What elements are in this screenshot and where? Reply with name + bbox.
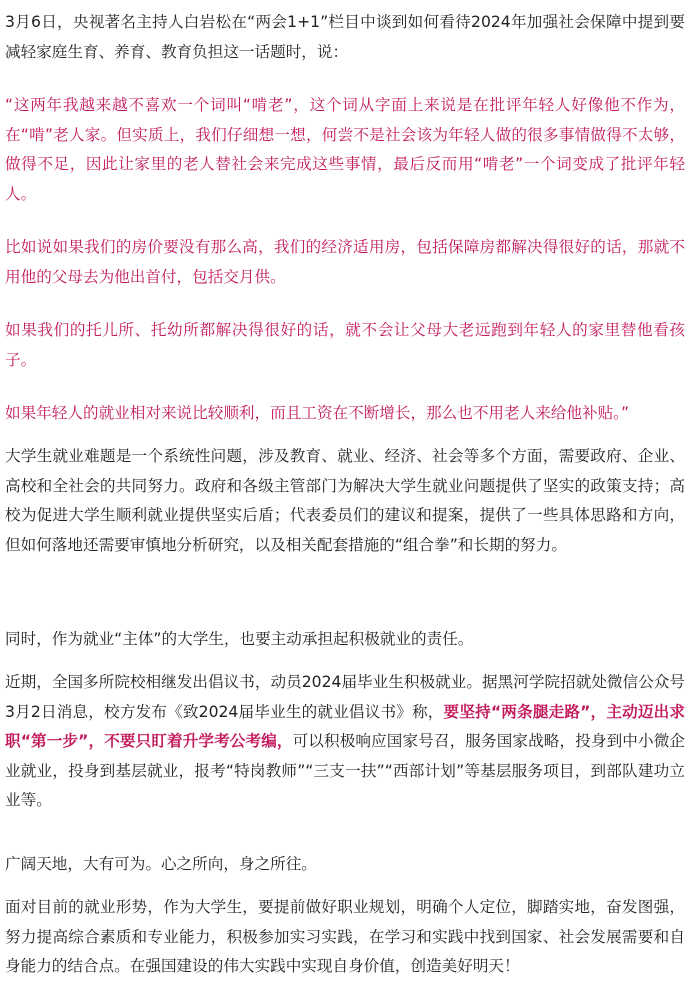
paragraph-employment-problem: 大学生就业难题是一个系统性问题，涉及教育、就业、经济、社会等多个方面，需要政府、企业、高校和全社会的共同努力。政府和各级主管部门为解决大学生就业问题提供了坚实的政策支持；高校为促进大学生顺利就业提供坚实后盾；代表委员们的建议和提案，提供了一些具体思路和方向，但如何落地还需要审慎地分析研究，以及相关配套措施的“组合拳”和长期的努力。: [5, 447, 685, 554]
paragraph-quote-3: 如果我们的托儿所、托幼所都解决得很好的话，就不会让父母大老远跑到年轻人的家里替他看孩子。: [5, 321, 685, 369]
initiative-emphasis: 要坚持“两条腿走路”，主动迈出求职“第一步”，不要只盯着升学考公考编，: [5, 702, 686, 750]
initiative-text-start: 近期，全国多所院校相继发出倡议书，动员2024届毕业生积极就业。据黑河学院招就处微信公众号3月2日消息，校方发布《致2024届毕业生的就业倡议书》称，: [5, 673, 685, 721]
paragraph-quote-4: 如果年轻人的就业相对来说比较顺利，而且工资在不断增长，那么也不用老人来给他补贴。”: [5, 404, 630, 422]
paragraph-intro: 3月6日，央视著名主持人白岩松在“两会1+1”栏目中谈到如何看待2024年加强社会保障中提到要减轻家庭生育、养育、教育负担这一话题时，说：: [5, 13, 685, 61]
paragraph-quote-1: “这两年我越来越不喜欢一个词叫“啃老”，这个词从字面上来说是在批评年轻人好像他不作为，在“啃”老人家。但实质上，我们仔细想一想，何尝不是社会该为年轻人做的很多事情做得不太够，做得不足，因此让家里的老人替社会来完成这些事情，最后反而用“啃老”一个词变成了批评年轻人。: [5, 96, 685, 203]
initiative-text-end: 可以积极响应国家号召，服务国家战略，投身到中小微企业就业，投身到基层就业，报考“特岗教师”“三支一扶”“西部计划”等基层服务项目，到部队建功立业等。: [5, 732, 685, 809]
paragraph-initiative: [5, 668, 685, 816]
paragraph-motto: 广阔天地，大有可为。心之所向，身之所往。: [5, 855, 317, 873]
paragraph-conclusion: 面对目前的就业形势，作为大学生，要提前做好职业规划，明确个人定位，脚踏实地，奋发图强，努力提高综合素质和专业能力，积极参加实习实践，在学习和实践中找到国家、社会发展需要和自身能力的结合点。在强国建设的伟大实践中实现自身价值，创造美好明天！: [5, 898, 685, 975]
paragraph-student-responsibility: 同时，作为就业“主体”的大学生，也要主动承担起积极就业的责任。: [5, 630, 474, 648]
paragraph-quote-2: 比如说如果我们的房价要没有那么高，我们的经济适用房，包括保障房都解决得很好的话，那就不用他的父母去为他出首付，包括交月供。: [5, 238, 685, 286]
